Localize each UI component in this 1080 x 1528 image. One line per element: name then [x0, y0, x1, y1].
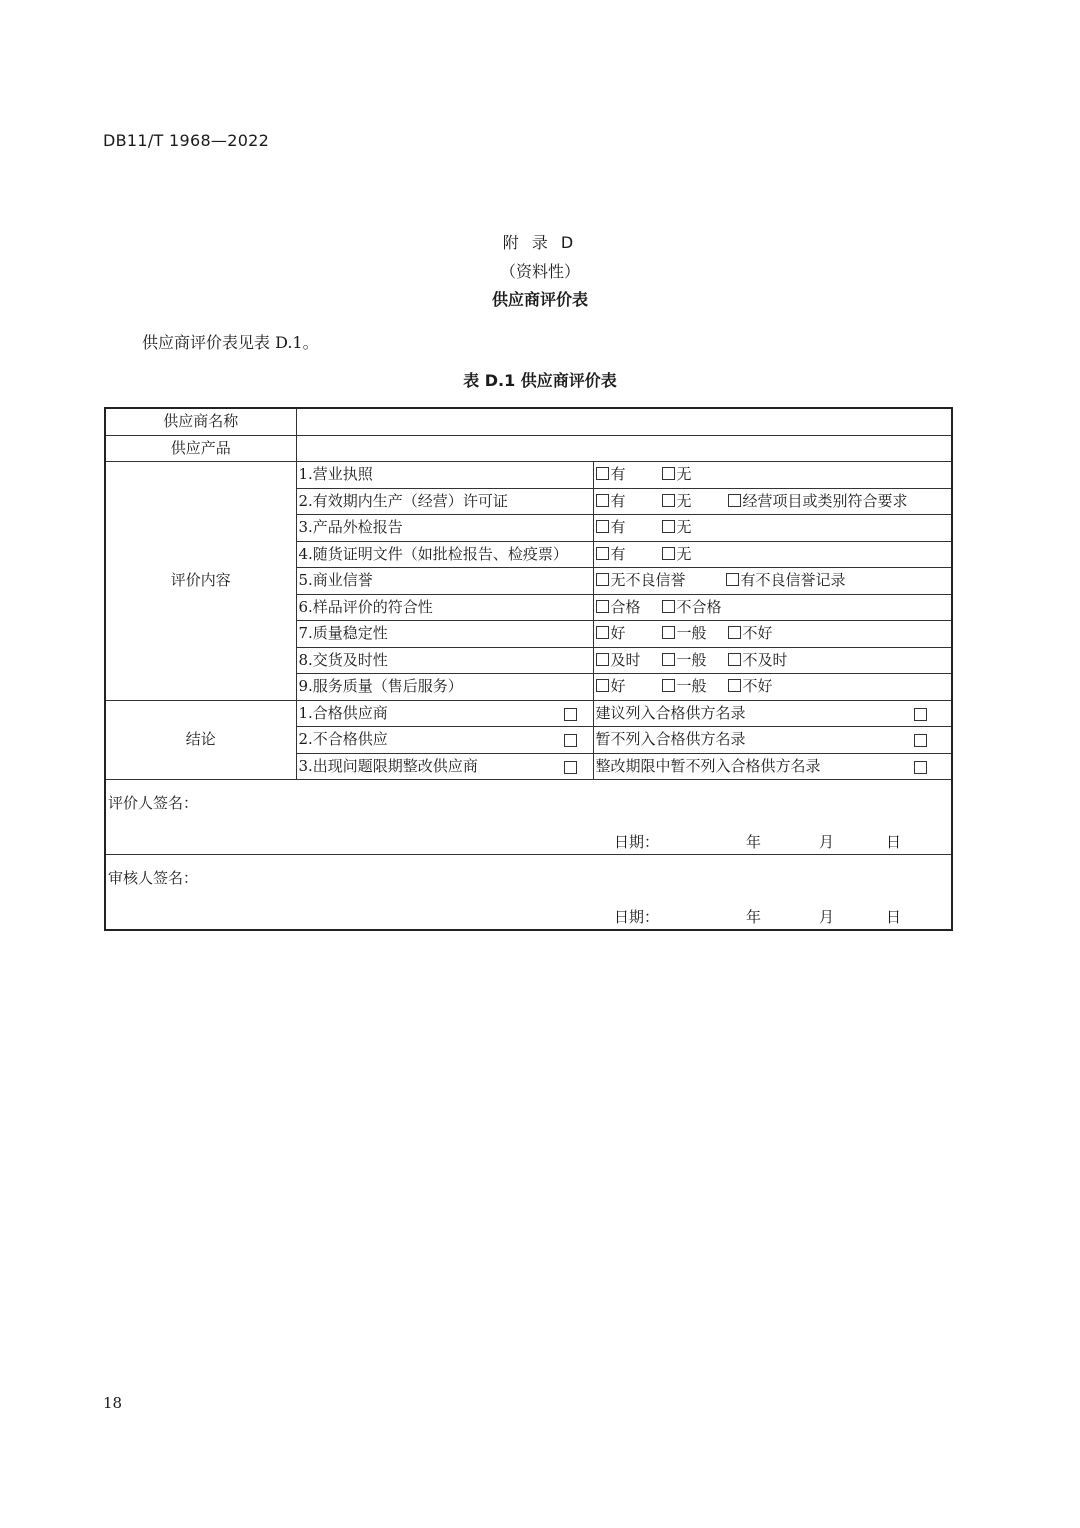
appendix-heading: 供应商评价表 [491, 290, 588, 309]
option-label: 不好 [742, 624, 773, 643]
evaluation-item: 3.产品外检报告 [296, 515, 593, 542]
evaluation-section [105, 462, 952, 701]
option-label: 合格 [610, 597, 641, 616]
checkbox-icon[interactable] [662, 600, 675, 613]
supplier-product-row [105, 435, 952, 462]
recommendation-label: 建议列入合格供方名录 [595, 703, 746, 722]
evaluator-signature-row [105, 780, 952, 855]
year-label: 年 [745, 833, 761, 851]
option-checkbox[interactable] [662, 595, 722, 620]
evaluation-options [593, 515, 952, 542]
option-label: 无不良信誉 [610, 571, 686, 590]
option-checkbox[interactable] [662, 462, 692, 487]
evaluation-item: 5.商业信誉 [296, 568, 593, 595]
checkbox-icon[interactable] [914, 708, 927, 721]
checkbox-icon[interactable] [596, 520, 609, 533]
evaluation-item: 2.有效期内生产（经营）许可证 [296, 488, 593, 515]
standard-code: DB11/T 1968—2022 [103, 131, 270, 150]
evaluation-item: 1.营业执照 [296, 462, 593, 489]
evaluator-date [614, 832, 901, 852]
option-label: 不好 [742, 677, 773, 696]
reviewer-signature-row [105, 855, 952, 931]
option-checkbox[interactable] [596, 621, 662, 646]
conclusion-item [296, 727, 593, 754]
checkbox-icon[interactable] [728, 653, 741, 666]
checkbox-icon[interactable] [564, 761, 577, 774]
option-checkbox[interactable] [662, 648, 728, 673]
evaluation-options [593, 621, 952, 648]
option-checkbox[interactable] [596, 648, 662, 673]
option-checkbox[interactable] [662, 515, 692, 540]
year-label: 年 [745, 908, 761, 926]
conclusion-item-label: 1.合格供应商 [298, 703, 388, 722]
checkbox-icon[interactable] [728, 679, 741, 692]
day-label: 日 [885, 833, 901, 851]
conclusion-recommendation [593, 727, 952, 754]
checkbox-icon[interactable] [662, 547, 675, 560]
checkbox-icon[interactable] [662, 494, 675, 507]
option-checkbox[interactable] [596, 568, 726, 593]
checkbox-icon[interactable] [662, 467, 675, 480]
evaluation-label: 评价内容 [105, 462, 296, 701]
supplier-name-row [105, 408, 952, 435]
option-checkbox[interactable] [662, 674, 728, 699]
checkbox-icon[interactable] [662, 679, 675, 692]
table-caption: 表 D.1 供应商评价表 [463, 371, 617, 390]
option-label: 不合格 [676, 597, 722, 616]
evaluation-options [593, 568, 952, 595]
appendix-nature: （资料性） [499, 262, 580, 281]
option-checkbox[interactable] [596, 542, 662, 567]
option-checkbox[interactable] [662, 542, 692, 567]
option-label: 无 [676, 491, 692, 510]
evaluation-options [593, 488, 952, 515]
option-label: 经营项目或类别符合要求 [742, 491, 908, 510]
evaluation-options [593, 462, 952, 489]
checkbox-icon[interactable] [728, 626, 741, 639]
option-checkbox[interactable] [662, 621, 728, 646]
evaluation-item: 6.样品评价的符合性 [296, 594, 593, 621]
checkbox-icon[interactable] [596, 547, 609, 560]
option-label: 有 [610, 465, 626, 484]
option-label: 一般 [676, 650, 707, 669]
evaluation-options [593, 594, 952, 621]
option-label: 无 [676, 544, 692, 563]
option-label: 有 [610, 491, 626, 510]
option-label: 无 [676, 518, 692, 537]
evaluation-options [593, 541, 952, 568]
recommendation-label: 暂不列入合格供方名录 [595, 730, 746, 749]
month-label: 月 [818, 908, 834, 926]
evaluation-options [593, 647, 952, 674]
reviewer-signature-cell[interactable] [105, 855, 952, 931]
option-checkbox[interactable] [662, 489, 728, 514]
page-number: 18 [103, 1394, 123, 1412]
checkbox-icon[interactable] [662, 520, 675, 533]
evaluator-signature-label: 评价人签名： [108, 794, 199, 812]
checkbox-icon[interactable] [914, 761, 927, 774]
conclusion-label: 结论 [105, 700, 296, 780]
option-checkbox[interactable] [596, 489, 662, 514]
option-checkbox[interactable] [596, 515, 662, 540]
option-label: 一般 [676, 624, 707, 643]
reviewer-date [614, 907, 901, 927]
conclusion-section [105, 700, 952, 780]
option-checkbox[interactable] [596, 462, 662, 487]
option-label: 一般 [676, 677, 707, 696]
evaluation-options [593, 674, 952, 701]
checkbox-icon[interactable] [728, 494, 741, 507]
option-label: 有 [610, 544, 626, 563]
checkbox-icon[interactable] [662, 626, 675, 639]
appendix-title: 附 录 D [502, 233, 578, 252]
conclusion-recommendation [593, 753, 952, 780]
intro-text: 供应商评价表见表 D.1。 [142, 333, 319, 352]
checkbox-icon[interactable] [596, 467, 609, 480]
supplier-name-field[interactable] [296, 408, 952, 435]
checkbox-icon[interactable] [564, 734, 577, 747]
option-label: 有 [610, 518, 626, 537]
option-checkbox[interactable] [726, 568, 846, 593]
checkbox-icon[interactable] [596, 573, 609, 586]
conclusion-recommendation [593, 700, 952, 727]
evaluator-signature-cell[interactable] [105, 780, 952, 855]
conclusion-item-label: 2.不合格供应 [298, 730, 388, 749]
option-label: 好 [610, 624, 626, 643]
evaluation-item: 7.质量稳定性 [296, 621, 593, 648]
date-label: 日期： [613, 908, 659, 926]
recommendation-label: 整改期限中暂不列入合格供方名录 [595, 756, 821, 775]
conclusion-item-label: 3.出现问题限期整改供应商 [298, 756, 478, 775]
checkbox-icon[interactable] [596, 600, 609, 613]
option-label: 有不良信誉记录 [740, 571, 846, 590]
checkbox-icon[interactable] [662, 653, 675, 666]
option-checkbox[interactable] [728, 621, 773, 646]
conclusion-item [296, 753, 593, 780]
date-label: 日期： [613, 833, 659, 851]
option-checkbox[interactable] [728, 489, 908, 514]
day-label: 日 [885, 908, 901, 926]
option-label: 不及时 [742, 650, 788, 669]
evaluation-item: 8.交货及时性 [296, 647, 593, 674]
supplier-product-label: 供应产品 [105, 435, 296, 462]
option-checkbox[interactable] [596, 595, 662, 620]
checkbox-icon[interactable] [596, 494, 609, 507]
conclusion-item [296, 700, 593, 727]
evaluation-item: 4.随货证明文件（如批检报告、检疫票） [296, 541, 593, 568]
option-label: 及时 [610, 650, 641, 669]
reviewer-signature-label: 审核人签名： [108, 869, 199, 887]
supplier-evaluation-table [104, 407, 953, 931]
evaluation-item: 9.服务质量（售后服务） [296, 674, 593, 701]
checkbox-icon[interactable] [596, 653, 609, 666]
option-label: 好 [610, 677, 626, 696]
conclusion-row [105, 700, 952, 727]
evaluation-row [105, 462, 952, 489]
supplier-name-label: 供应商名称 [105, 408, 296, 435]
checkbox-icon[interactable] [726, 573, 739, 586]
month-label: 月 [818, 833, 834, 851]
checkbox-icon[interactable] [596, 626, 609, 639]
checkbox-icon[interactable] [914, 734, 927, 747]
checkbox-icon[interactable] [564, 708, 577, 721]
supplier-product-field[interactable] [296, 435, 952, 462]
option-checkbox[interactable] [728, 648, 788, 673]
option-label: 无 [676, 465, 692, 484]
option-checkbox[interactable] [728, 674, 773, 699]
option-checkbox[interactable] [596, 674, 662, 699]
checkbox-icon[interactable] [596, 679, 609, 692]
